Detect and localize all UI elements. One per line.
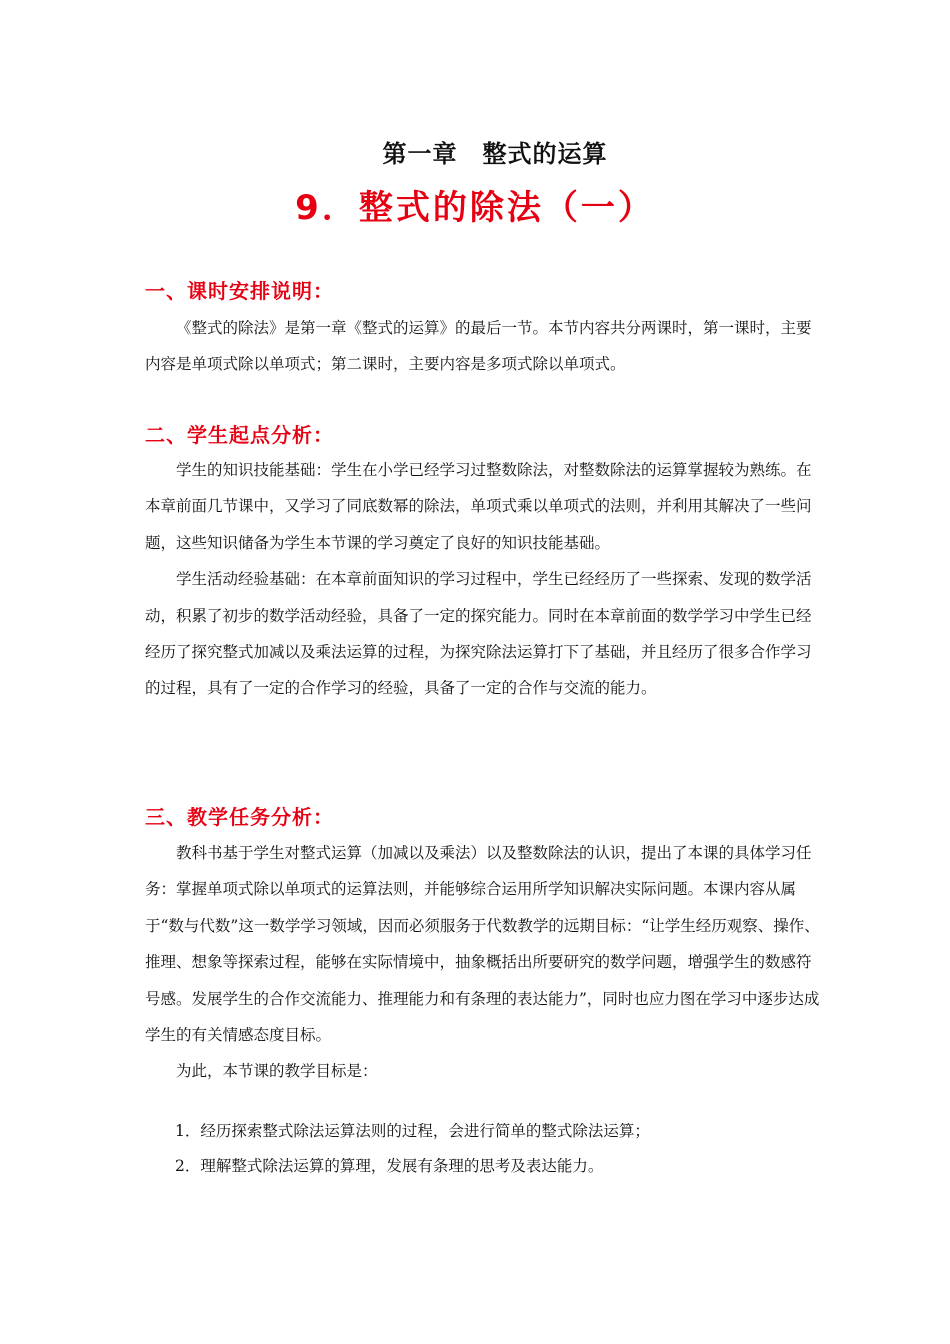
paragraph: 为此，本节课的教学目标是： [176, 1062, 378, 1081]
section-body-schedule [145, 310, 820, 383]
paragraph: 教科书基于学生对整式运算（加减以及乘法）以及整数除法的认识，提出了本课的具体学习任务：掌握单项式除以单项式的运算法则，并能够综合运用所学知识解决实际问题。本课内容从属于“数与代数”这一数学学习领域，因而必须服务于代数教学的远期目标：“让学生经历观察、操作、推理、想象等探索过程，能够在实际情境中，抽象概括出所要研究的数学问题，增强学生的数感符号感。发展学生的合作交流能力、推理能力和有条理的表达能力”，同时也应力图在学习中逐步达成学生的有关情感态度目标。 [145, 844, 820, 1045]
section-heading-task-analysis: 三、教学任务分析： [145, 805, 334, 829]
paragraph: 学生活动经验基础：在本章前面知识的学习过程中，学生已经经历了一些探索、发现的数学活动，积累了初步的数学活动经验，具备了一定的探究能力。同时在本章前面的数学学习中学生已经经历了探究整式加减以及乘法运算的过程，为探究除法运算打下了基础，并且经历了很多合作学习的过程，具有了一定的合作学习的经验，具备了一定的合作与交流的能力。 [145, 570, 812, 698]
section-body-student-analysis [145, 452, 820, 707]
list-item: 2．理解整式除法运算的算理，发展有条理的思考及表达能力。 [175, 1157, 604, 1175]
lesson-title: 9．整式的除法（一） [295, 188, 655, 228]
section-heading-schedule: 一、课时安排说明： [145, 279, 334, 303]
teaching-goals-list [175, 1114, 815, 1184]
paragraph: 学生的知识技能基础：学生在小学已经学习过整数除法，对整数除法的运算掌握较为熟练。在本章前面几节课中，又学习了同底数幂的除法，单项式乘以单项式的法则，并利用其解决了一些问题，这些知识储备为学生本节课的学习奠定了良好的知识技能基础。 [145, 461, 812, 552]
chapter-title: 第一章 整式的运算 [382, 140, 608, 168]
list-item: 1．经历探索整式除法运算法则的过程，会进行简单的整式除法运算； [175, 1122, 650, 1140]
paragraph: 《整式的除法》是第一章《整式的运算》的最后一节。本节内容共分两课时，第一课时，主要内容是单项式除以单项式；第二课时，主要内容是多项式除以单项式。 [145, 319, 812, 374]
section-heading-student-analysis: 二、学生起点分析： [145, 423, 334, 447]
section-body-task-analysis [145, 835, 820, 1090]
